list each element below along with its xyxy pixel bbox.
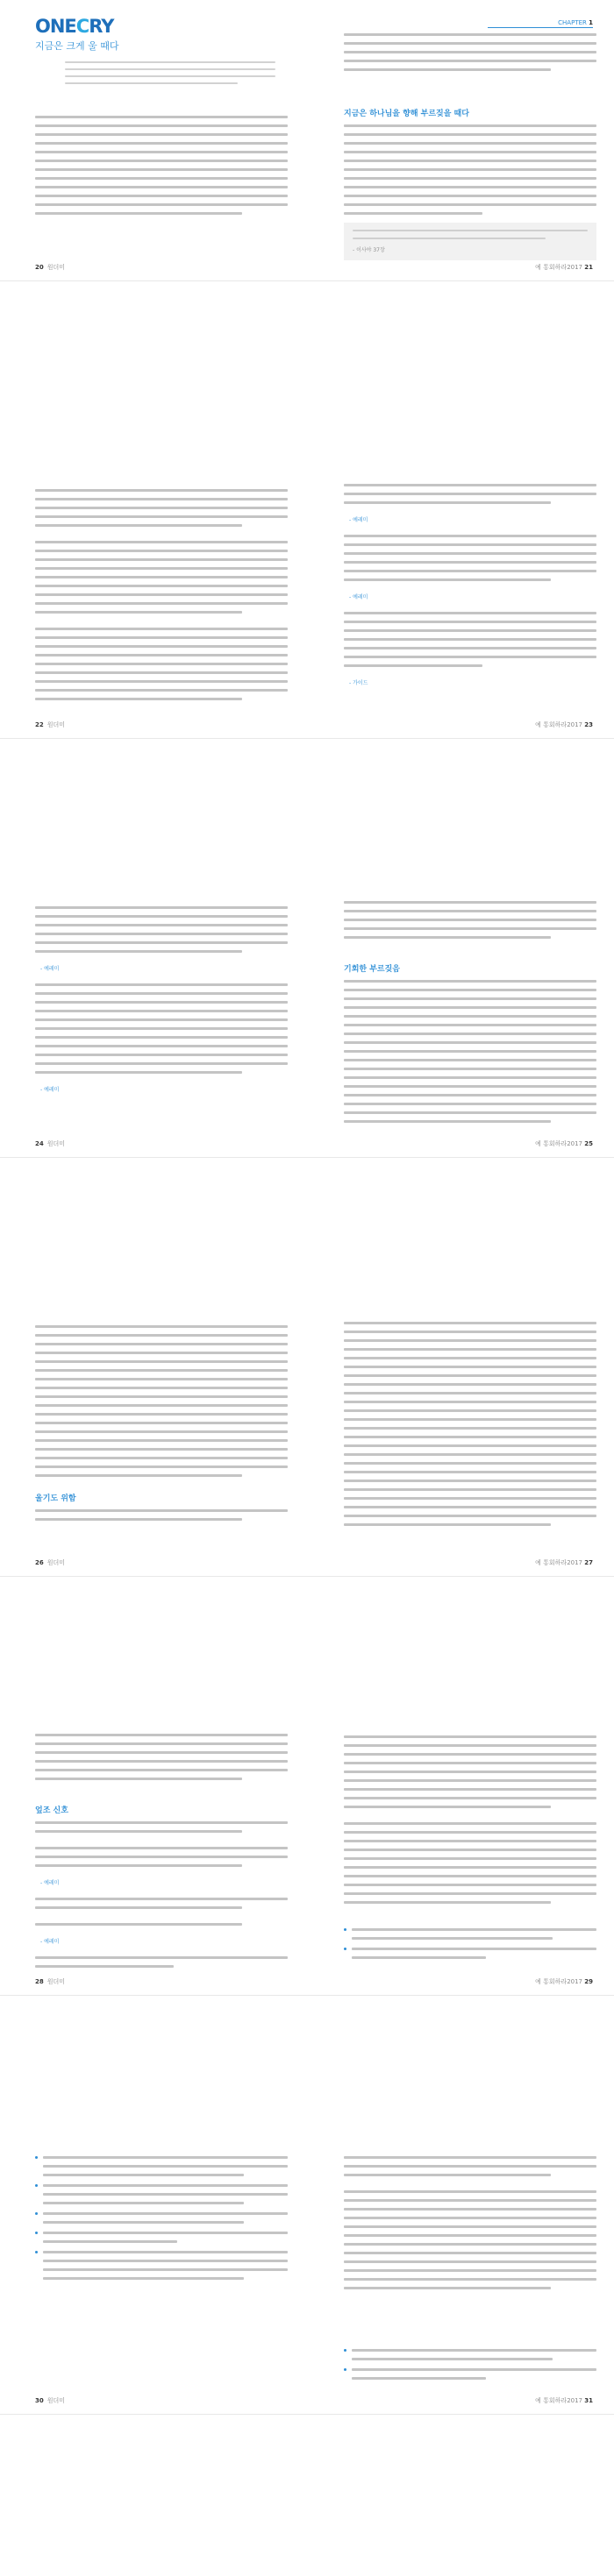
body-text <box>344 2156 596 2296</box>
spread-1 <box>0 0 614 281</box>
section-heading: 기회한 부르짖음 <box>344 965 400 974</box>
page-right <box>312 458 612 738</box>
list-item <box>344 1928 596 1940</box>
page-right <box>312 1714 612 1995</box>
list-item <box>35 2212 288 2224</box>
body-text: - 예레미 - 예레미 <box>35 906 288 1096</box>
page-left <box>4 458 303 738</box>
chapter-label: CHAPTER 1 <box>488 19 593 28</box>
section-heading: 엎조 신호 <box>35 1806 68 1815</box>
spread-5 <box>0 1714 614 1996</box>
body-text <box>35 1734 288 1786</box>
page-footer: 예 통회하라2017 25 <box>535 1140 593 1147</box>
body-text <box>344 124 596 221</box>
chapter-intro <box>65 61 275 89</box>
body-text <box>35 116 288 221</box>
section-heading: 울기도 위함 <box>35 1494 76 1503</box>
page-left <box>4 1295 303 1576</box>
page-footer: 30 원더미 <box>35 2397 66 2404</box>
page-footer: 예 통회하라2017 27 <box>535 1559 593 1566</box>
body-text <box>344 1322 596 1532</box>
list-item <box>35 2232 288 2243</box>
page-footer: 24 원더미 <box>35 1140 66 1147</box>
bullet-list <box>35 2156 288 2288</box>
list-item <box>35 2184 288 2204</box>
body-text <box>344 1735 596 1910</box>
page-footer: 예 통회하라2017 31 <box>535 2397 593 2404</box>
page-right <box>312 876 612 1157</box>
body-text <box>35 1325 288 1483</box>
book-logo: ONECRY <box>35 16 114 37</box>
bullet-list <box>344 2349 596 2388</box>
page-footer: 예 통회하라2017 23 <box>535 721 593 728</box>
body-text <box>344 980 596 1129</box>
list-item <box>35 2251 288 2280</box>
list-item <box>344 2349 596 2360</box>
spread-6 <box>0 2133 614 2415</box>
list-item <box>35 2156 288 2176</box>
section-heading: 지금은 하나님을 향해 부르짖을 때다 <box>344 110 469 118</box>
body-text <box>35 489 288 706</box>
body-text <box>35 1509 288 1527</box>
page-footer: 26 원더미 <box>35 1559 66 1566</box>
page-left <box>4 876 303 1157</box>
page-footer: 예 통회하라2017 21 <box>535 264 593 271</box>
callout-box: - 이사야 37장 <box>344 223 596 260</box>
list-item <box>344 1948 596 1959</box>
page-right <box>312 1295 612 1576</box>
list-item <box>344 2368 596 2380</box>
body-text: - 예레미 - 예레미 <box>35 1821 288 1974</box>
page-left <box>4 2133 303 2414</box>
body-text <box>344 901 596 945</box>
chapter-title: 지금은 크게 울 때다 <box>35 40 119 52</box>
page-footer: 20 원더미 <box>35 264 66 271</box>
spread-2 <box>0 458 614 739</box>
spread-4 <box>0 1295 614 1577</box>
page-right <box>312 0 612 280</box>
page-footer: 22 원더미 <box>35 721 66 728</box>
spread-3 <box>0 876 614 1158</box>
page-right <box>312 2133 612 2414</box>
body-text <box>344 33 596 77</box>
page-left <box>4 1714 303 1995</box>
page-footer: 28 원더미 <box>35 1978 66 1985</box>
body-text: - 예레미 - 예레미 - 가이드 <box>344 484 596 690</box>
page-footer: 예 통회하라2017 29 <box>535 1978 593 1985</box>
bullet-list <box>344 1928 596 1967</box>
